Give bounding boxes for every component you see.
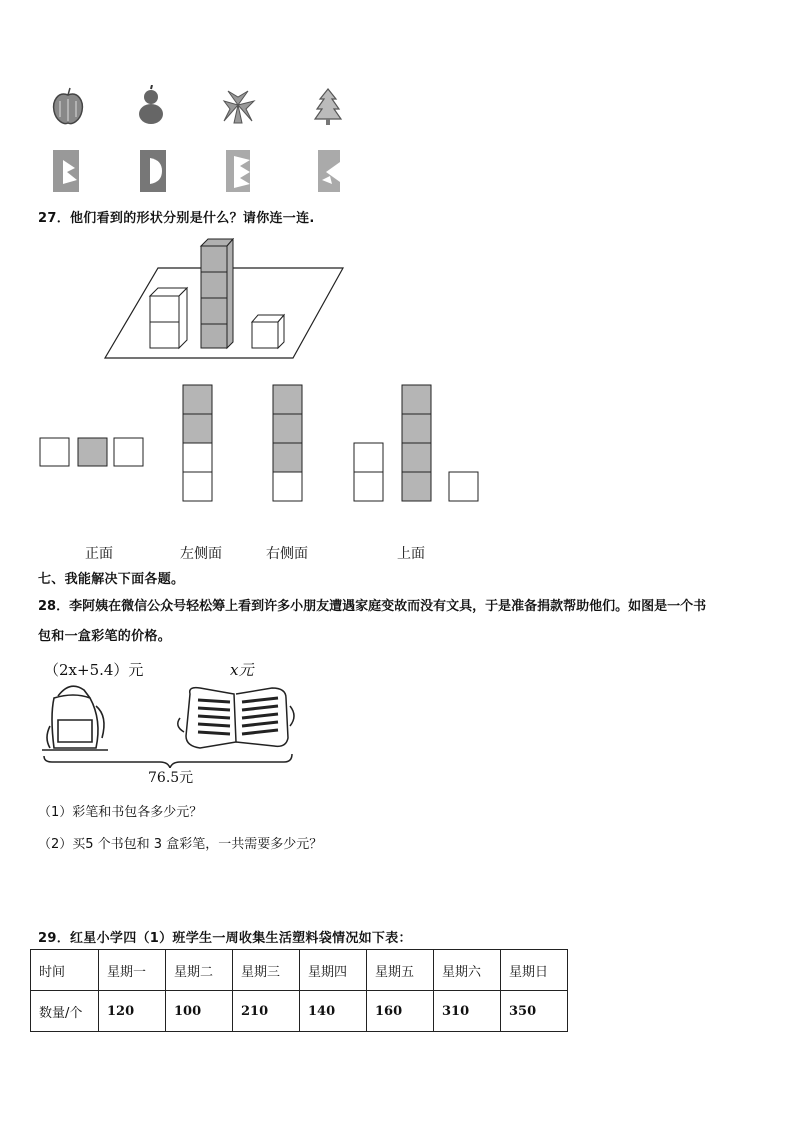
cutout-paper-4 bbox=[318, 150, 340, 192]
total-brace bbox=[44, 754, 292, 768]
label-right-side: 右侧面 bbox=[266, 546, 308, 562]
backpack-price: （2x+5.4）元 bbox=[44, 661, 144, 679]
tree-icon bbox=[315, 89, 341, 125]
table-header-row bbox=[31, 950, 568, 991]
label-left-side: 左侧面 bbox=[180, 546, 222, 562]
table-cell: 210 bbox=[233, 991, 300, 1032]
question-28-line1: 28．李阿姨在微信公众号轻松筹上看到许多小朋友遭遇家庭变故而没有文具，于是准备捐款帮助他们。如图是一个书 bbox=[38, 599, 707, 614]
colored-pens-icon bbox=[178, 688, 294, 748]
table-header-cell: 星期六 bbox=[434, 950, 501, 991]
table-row bbox=[31, 991, 568, 1032]
table-cell: 140 bbox=[300, 991, 367, 1032]
cutout-paper-3 bbox=[226, 150, 250, 192]
table-cell: 120 bbox=[99, 991, 166, 1032]
shape-pictures-row1 bbox=[40, 85, 360, 130]
section-heading: 七、我能解决下面各题。 bbox=[38, 572, 185, 587]
question-28-line2: 包和一盒彩笔的价格。 bbox=[38, 629, 172, 644]
table-cell: 310 bbox=[434, 991, 501, 1032]
table-header-cell: 星期一 bbox=[99, 950, 166, 991]
question-29: 29．红星小学四（1）班学生一周收集生活塑料袋情况如下表： bbox=[38, 931, 412, 946]
apple-icon bbox=[54, 88, 83, 124]
table-header-cell: 星期五 bbox=[367, 950, 434, 991]
plastic-bag-table bbox=[30, 949, 568, 1032]
view-options-figure bbox=[38, 382, 488, 507]
table-cell: 100 bbox=[166, 991, 233, 1032]
table-header-cell: 星期日 bbox=[501, 950, 568, 991]
view-option-a-square bbox=[40, 438, 69, 466]
table-header-cell: 星期二 bbox=[166, 950, 233, 991]
purchase-figure bbox=[40, 676, 300, 768]
table-cell: 350 bbox=[501, 991, 568, 1032]
view-option-a-square bbox=[114, 438, 143, 466]
view-option-a-square bbox=[78, 438, 107, 466]
question-28-part-2: （2）买5 个书包和 3 盒彩笔，一共需要多少元？ bbox=[38, 837, 323, 852]
flower-icon bbox=[224, 91, 254, 123]
cutout-paper-1 bbox=[53, 150, 79, 192]
cutout-paper-2 bbox=[140, 150, 166, 192]
table-header-cell: 星期三 bbox=[233, 950, 300, 991]
table-header-cell: 时间 bbox=[31, 950, 99, 991]
backpack-icon bbox=[42, 686, 108, 750]
table-row-label: 数量/个 bbox=[31, 991, 99, 1032]
total-price: 76.5元 bbox=[148, 770, 194, 786]
gourd-icon bbox=[139, 85, 163, 124]
question-27: 27．他们看到的形状分别是什么？请你连一连. bbox=[38, 211, 315, 226]
shape-pictures-row2 bbox=[48, 148, 358, 196]
table-header-cell: 星期四 bbox=[300, 950, 367, 991]
table-cell: 160 bbox=[367, 991, 434, 1032]
label-top: 上面 bbox=[397, 546, 425, 562]
cube-arrangement-figure bbox=[100, 238, 350, 363]
label-front: 正面 bbox=[85, 546, 113, 562]
question-28-part-1: （1）彩笔和书包各多少元？ bbox=[38, 805, 203, 820]
pens-price: x元 bbox=[230, 661, 254, 679]
